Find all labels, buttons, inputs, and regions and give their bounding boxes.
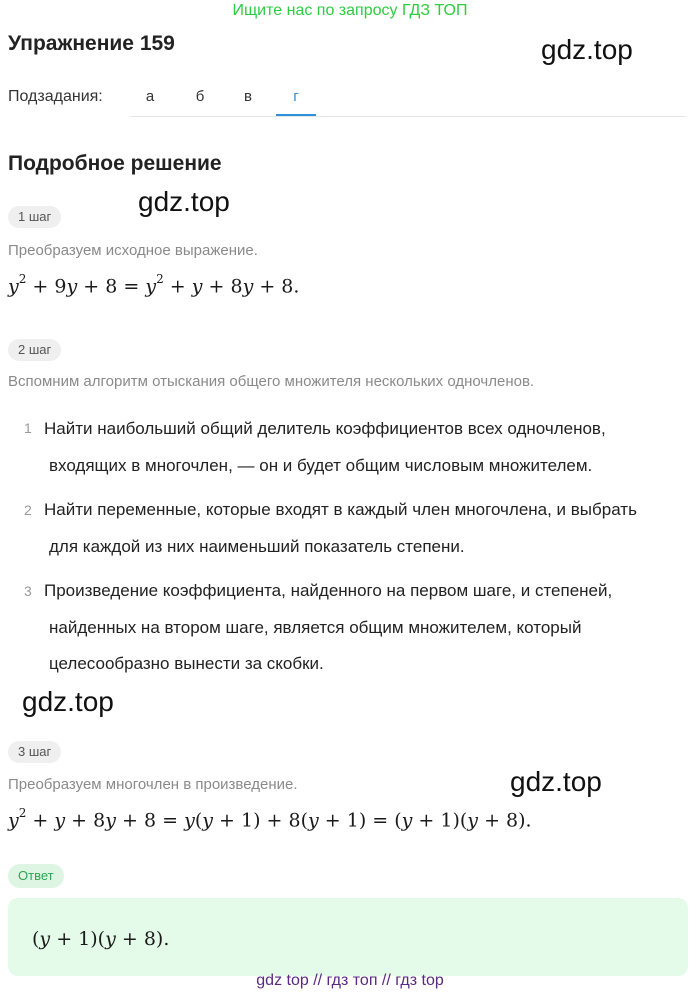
- watermark: gdz.top: [510, 766, 602, 797]
- step-description: Преобразуем многочлен в произведение.: [8, 776, 298, 793]
- tab-a[interactable]: а: [145, 88, 155, 105]
- list-item-text: целесообразно вынести за скобки.: [49, 654, 324, 673]
- footer-links[interactable]: gdz top // гдз топ // гдз top: [256, 972, 444, 989]
- list-item-number: 3: [24, 583, 32, 599]
- answer-box: [8, 898, 688, 976]
- step-description: Вспомним алгоритм отыскания общего множителя нескольких одночленов.: [8, 373, 535, 390]
- top-banner: Ищите нас по запросу ГДЗ ТОП: [232, 2, 468, 19]
- list-item-text: Произведение коэффициента, найденного на первом шаге, и степеней,: [44, 581, 613, 600]
- step-formula: $y^2 + y + 8y + 8 = y(y + 1) + 8(y + 1) = (y + 1)(y + 8)$.: [8, 806, 532, 832]
- step-badge: 2 шаг: [8, 339, 61, 361]
- answer-badge: Ответ: [8, 864, 64, 888]
- list-item-text: входящих в многочлен, — он и будет общим числовым множителем.: [49, 456, 593, 475]
- list-item-number: 1: [24, 420, 32, 436]
- list-item-number: 2: [24, 502, 32, 518]
- watermark: gdz.top: [138, 186, 230, 217]
- tab-v[interactable]: в: [244, 88, 252, 105]
- subtasks-label: Подзадания:: [8, 88, 103, 105]
- active-tab-indicator: [276, 114, 316, 116]
- step-description: Преобразуем исходное выражение.: [8, 242, 258, 259]
- watermark: gdz.top: [541, 34, 633, 65]
- list-item-text: Найти переменные, которые входят в каждый член многочлена, и выбрать: [44, 500, 637, 519]
- tab-b[interactable]: б: [195, 88, 205, 105]
- step-badge: 3 шаг: [8, 741, 61, 763]
- step-badge: 1 шаг: [8, 206, 61, 228]
- list-item-text: Найти наибольший общий делитель коэффициентов всех одночленов,: [44, 419, 606, 438]
- list-item-text: для каждой из них наименьший показатель степени.: [49, 537, 465, 556]
- step-formula: $y^2 + 9y + 8 = y^2 + y + 8y + 8$.: [8, 272, 300, 298]
- watermark: gdz.top: [22, 686, 114, 717]
- exercise-title: Упражнение 159: [8, 32, 175, 55]
- answer-formula: (y + 1)(y + 8).: [32, 928, 170, 950]
- subtask-tabs: [130, 76, 686, 117]
- list-item-text: найденных на втором шаге, является общим множителем, который: [49, 618, 582, 637]
- tab-g[interactable]: г: [293, 88, 299, 105]
- section-title: Подробное решение: [8, 152, 222, 175]
